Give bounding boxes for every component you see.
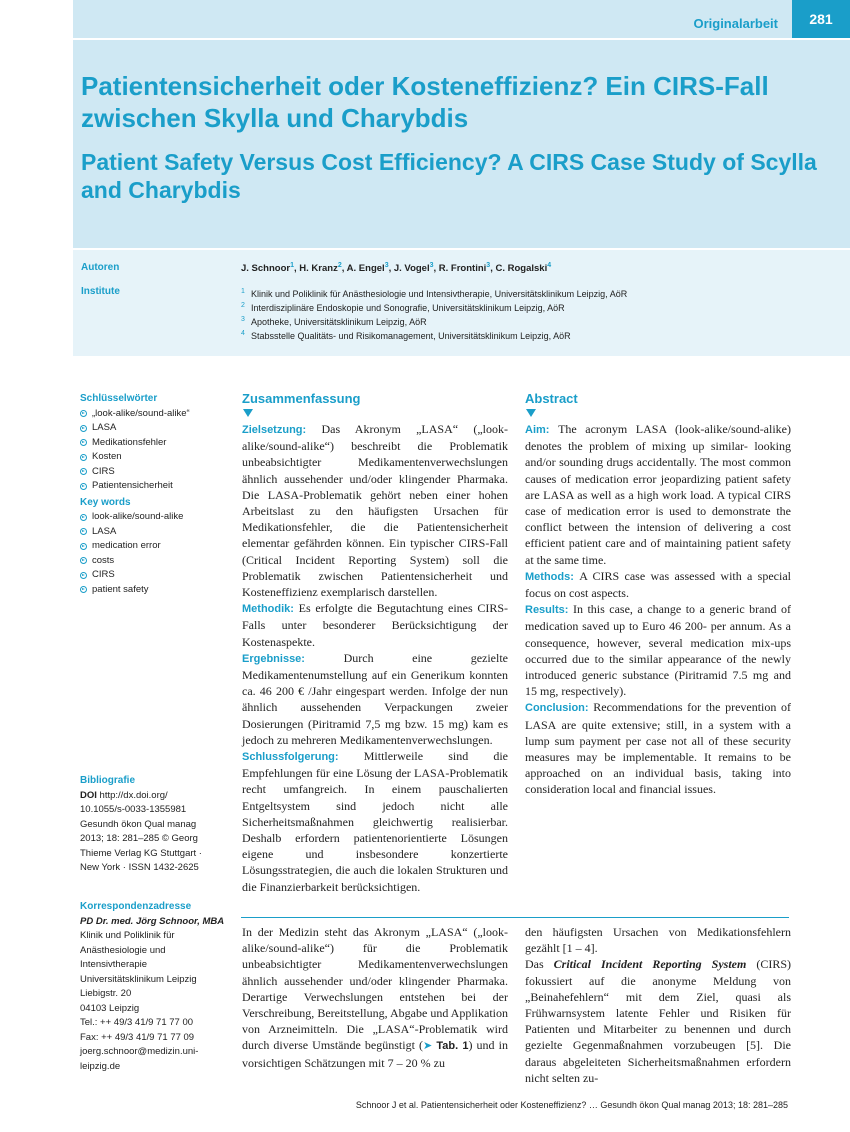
doi-label: DOI: [80, 789, 100, 801]
body-text: In der Medizin steht das Akronym „LASA“ („look-alike/sound-alike“) für die Problematik unbeabsichtigter Medikamentenverwechslungen ähnlich aussehender und/oder klingender Pharmaka. Derartige Verwechslungen entstehen bei der Verschreibung, Bereitstellung, Abgabe und Applikation von Arzneimitteln. Die „LASA“-Problematik wird durch diverse Umstände begünstigt (: [242, 925, 508, 1053]
body-column-left: [242, 924, 508, 1071]
keyword-text: patient safety: [92, 583, 149, 595]
institute-number: 3: [241, 316, 245, 323]
author-separator: ,: [490, 263, 496, 275]
institute-list: [241, 286, 627, 342]
keyword-text: look-alike/sound-alike: [92, 511, 184, 522]
abstract-section-text: Recommendations for the prevention of LASA are quite extensive; still, in a system with a lump sum payment per case not all of these security measures may be implementable. It remains to be approached on an individual basis, taking into consideration local and financial issues.: [525, 700, 792, 797]
authors-label: Autoren: [81, 262, 120, 273]
correspondence-line: 04103 Leipzig: [80, 1002, 140, 1014]
page-footer: Schnoor J et al. Patientensicherheit oder Kosteneffizienz? … Gesundh ökon Qual manag 2013; 18: 281–285: [355, 1100, 788, 1110]
institute-number: 2: [241, 302, 245, 309]
abstract-english-heading: Abstract: [525, 391, 578, 406]
keyword-text: medication error: [92, 540, 161, 551]
institute-row: [241, 328, 627, 342]
body-text: (CIRS) fokussiert auf die anonyme Meldung von „Beinahefehlern“ mit dem Ziel, quasi als Frühwarnsystem latente Fehler und Risiken für Patienten und Mitarbeiter zu benennen und durch gezielte Gegenmaßnahmen vorzubeugen [5]. Die daraus abgeleiteten Sicherheitsmaßnahmen erfordern nicht selten zu-: [525, 957, 791, 1085]
correspondence-line: Tel.: ++ 49/3 41/9 71 77 00: [80, 1017, 194, 1028]
keywords-en-list: [80, 510, 230, 597]
keyword-item: [80, 407, 230, 422]
keyword-text: LASA: [92, 422, 117, 433]
correspondence-title: Korrespondenzadresse: [80, 901, 192, 912]
abstract-section: [525, 568, 791, 601]
keyword-text: costs: [92, 554, 115, 566]
correspondence-lines: [80, 929, 230, 1074]
bullet-arrow-icon: [80, 410, 87, 417]
author-separator: ,: [388, 263, 394, 275]
institute-number: 4: [241, 330, 245, 337]
title-band: [73, 0, 850, 248]
abstract-section-label: Methods:: [525, 570, 580, 583]
keywords-de-title: Schlüsselwörter: [80, 393, 158, 404]
abstract-section: [242, 650, 508, 748]
keyword-item: [80, 421, 230, 436]
author-separator: ,: [433, 263, 439, 275]
correspondence-line: Intensivtherapie: [80, 959, 148, 970]
correspondence-line: Liebigstr. 20: [80, 988, 132, 999]
body-text-start: Das: [525, 957, 554, 972]
abstract-section-text: The acronym LASA (look-alike/sound-alike) denotes the problem of mixing up similar- looking and/or sounding drugs accidentally. The most common causes of medication error jeopardizing patient safety are LASA as well as a high work load. A typical CIRS case of medication error is used to demonstrate the conflict between the intension of delivering a cost efficient patient care and of maintaining patient safety at the same time.: [525, 422, 792, 567]
keyword-text: CIRS: [92, 569, 115, 580]
bullet-arrow-icon: [80, 543, 87, 550]
bibliography-lines: [80, 789, 230, 876]
table-ref-arrow-icon[interactable]: ➤: [423, 1040, 437, 1053]
bibliography-title: Bibliografie: [80, 775, 136, 786]
author-affiliation: 4: [547, 262, 552, 269]
keyword-text: Patientensicherheit: [92, 480, 173, 491]
author-affiliation: 3: [429, 262, 434, 269]
keyword-item: [80, 583, 230, 598]
body-column-right: [525, 924, 791, 1086]
correspondence-name: PD Dr. med. Jörg Schnoor, MBA: [80, 915, 225, 927]
abstract-german-heading: Zusammenfassung: [242, 391, 361, 406]
abstract-section: [525, 601, 791, 699]
bibliography-line: Thieme Verlag KG Stuttgart ·: [80, 847, 202, 859]
bullet-arrow-icon: [80, 483, 87, 490]
abstract-section-text: Es erfolgte die Begutachtung eines CIRS-Falls unter besonderer Berücksichtigung der Kostenaspekte.: [242, 601, 508, 649]
institute-text: Klinik und Poliklinik für Anästhesiologie und Intensivtherapie, Universitätsklinikum Leipzig, AöR: [251, 289, 628, 299]
keyword-item: [80, 510, 230, 525]
bullet-arrow-icon: [80, 439, 87, 446]
keyword-text: Kosten: [92, 451, 122, 462]
bullet-arrow-icon: [80, 557, 87, 564]
keyword-text: Medikationsfehler: [92, 436, 167, 448]
body-divider: [241, 917, 789, 918]
abstract-section-text: A CIRS case was assessed with a special focus on cost aspects.: [525, 568, 791, 601]
author-name: R. Frontini: [438, 263, 487, 275]
bibliography-line: 10.1055/s-0033-1355981: [80, 804, 187, 815]
author-band: [73, 248, 850, 356]
keyword-item: [80, 554, 230, 569]
abstract-section: [242, 748, 508, 895]
correspondence-line: joerg.schnoor@medizin.uni-: [80, 1046, 199, 1057]
institute-row: [241, 314, 627, 328]
keyword-item: [80, 479, 230, 494]
abstract-section-text: In this case, a change to a generic brand of medication saved up to Euro 46 200- per annum. As a consequence, however, several medication mix-ups occurred due to the similar appearance of the newly introduced generic substance (Piritramid 7.5 mg and 15 mg, respectively).: [525, 602, 791, 699]
bullet-arrow-icon: [80, 572, 87, 579]
cirs-term: Critical Incident Reporting System: [553, 957, 747, 972]
institute-text: Apotheke, Universitätsklinikum Leipzig, AöR: [251, 317, 427, 327]
abstract-section: [525, 699, 791, 797]
abstract-section: [242, 600, 508, 650]
abstract-section-label: Results:: [525, 604, 573, 617]
header-separator: [73, 38, 850, 40]
author-list: [241, 262, 551, 274]
page-number: 281: [792, 0, 850, 38]
correspondence-line: Anästhesiologie und: [80, 944, 166, 956]
abstract-english-body: [525, 421, 791, 798]
abstract-english: [525, 390, 791, 798]
abstract-section-text: Das Akronym „LASA“ („look-alike/sound-alike“) beschreibt die Problematik unbeabsichtigter Medikamentenverwechslungen ähnlich aussehender und/oder klingender Pharmaka. Die LASA-Problematik gehört neben einer hohen Arbeitslast zu den häufigsten Ursachen für Medikationsfehler, die die Patientensicherheit elementar gefährden können. Ein typischer CIRS-Fall (Critical Incident Reporting System) soll die Problematik zwischen Patientensicherheit und Kosteneffizienz exemplarisch darstellen.: [242, 422, 508, 600]
abstract-section-label: Aim:: [525, 424, 559, 436]
correspondence-line: Klinik und Poliklinik für: [80, 930, 175, 941]
author-affiliation: 3: [384, 262, 389, 269]
bibliography-line: [80, 789, 230, 804]
correspondence-line: Fax: ++ 49/3 41/9 71 77 09: [80, 1031, 195, 1043]
institute-row: [241, 300, 627, 314]
body-paragraph: [242, 924, 508, 1071]
keyword-item: [80, 539, 230, 554]
body-text-end: ) und in vorsichtigen Schätzungen mit 7 – 20 % zu: [242, 1038, 508, 1070]
keyword-text: LASA: [92, 525, 117, 537]
institute-row: [241, 286, 627, 300]
bullet-arrow-icon: [80, 528, 87, 535]
keyword-text: „look-alike/sound-alike“: [92, 407, 190, 419]
bibliography-line: New York · ISSN 1432-2625: [80, 862, 199, 873]
author-separator: ,: [294, 263, 300, 275]
keyword-text: CIRS: [92, 465, 115, 477]
sidebar: [80, 392, 230, 1072]
section-label: Originalarbeit: [693, 16, 778, 31]
abstract-german-body: [242, 421, 508, 895]
keyword-item: [80, 465, 230, 480]
institute-text: Stabsstelle Qualitäts- und Risikomanagement, Universitätsklinikum Leipzig, AöR: [251, 331, 571, 341]
keyword-item: [80, 568, 230, 583]
bullet-arrow-icon: [80, 514, 87, 521]
abstract-section-label: Ergebnisse:: [242, 652, 344, 665]
author-affiliation: 1: [290, 262, 294, 269]
author-name: J. Schnoor: [241, 263, 291, 275]
body-paragraph-2: [525, 956, 791, 1086]
correspondence-line: leipzig.de: [80, 1060, 121, 1072]
author-band-separator: [73, 248, 850, 250]
abstract-section-label: Schlussfolgerung:: [242, 751, 364, 764]
bibliography-line: Gesundh ökon Qual manag: [80, 818, 197, 830]
institute-text: Interdisziplinäre Endoskopie und Sonografie, Universitätsklinikum Leipzig, AöR: [251, 303, 565, 313]
institute-number: 1: [241, 288, 245, 295]
abstract-section-label: Methodik:: [242, 603, 299, 616]
abstract-section-text: Durch eine gezielte Medikamentenumstellung auf ein Generikum konnten ca. 46 200 € /Jahr eingespart werden. Infolge der nun ähnlich aussehenden Verpackungen zweier Dosierungen (Piritramid 7,5 mg bzw. 15 mg) kam es jedoch zu mehreren Medikamentenverwechslungen.: [242, 650, 508, 747]
correspondence-block: [80, 900, 230, 1074]
article-title-german: Patientensicherheit oder Kosteneffizienz? Ein CIRS-Fall zwischen Skylla und Charybdis: [81, 71, 769, 133]
author-name: J. Vogel: [393, 263, 430, 275]
bullet-arrow-icon: [80, 468, 87, 475]
bullet-arrow-icon: [80, 586, 87, 593]
triangle-down-icon: [526, 409, 536, 417]
keywords-de-list: [80, 407, 230, 494]
abstract-section-text: Mittlerweile sind die Empfehlungen für eine Lösung der LASA-Problematik recht umfangreich. In einem pauschalierten Entgeltsystem sind jedoch nicht alle Sicherheitsmaßnahmen gleichwertig realisierbar. Deshalb erfordern patientenorientierte Lösungen eigene und insbesondere konzertierte Lösungsstrategien, die auch die lokalen Strukturen und die Finanzierbarkeit berücksichtigen.: [242, 749, 508, 894]
doi-link: http://dx.doi.org/: [99, 789, 168, 801]
keyword-item: [80, 436, 230, 451]
body-paragraph-1: den häufigsten Ursachen von Medikationsfehlern gezählt [1 – 4].: [525, 925, 791, 956]
abstract-section-label: Zielsetzung:: [242, 424, 322, 436]
bullet-arrow-icon: [80, 454, 87, 461]
abstract-section-label: Conclusion:: [525, 702, 594, 715]
article-title-english: Patient Safety Versus Cost Efficiency? A CIRS Case Study of Scylla and Charybdis: [81, 149, 817, 203]
author-name: H. Kranz: [299, 263, 338, 275]
keyword-item: [80, 450, 230, 465]
correspondence-line: Universitätsklinikum Leipzig: [80, 973, 197, 985]
triangle-down-icon: [243, 409, 253, 417]
author-affiliation: 3: [486, 262, 491, 269]
abstract-section: [242, 421, 508, 600]
author-name: A. Engel: [346, 263, 385, 275]
abstract-german: [242, 390, 508, 895]
author-name: C. Rogalski: [495, 263, 548, 275]
abstract-section: [525, 421, 791, 568]
table-reference-link[interactable]: Tab. 1: [436, 1040, 469, 1053]
author-affiliation: 2: [337, 262, 342, 269]
keywords-en-title: Key words: [80, 496, 131, 508]
bullet-arrow-icon: [80, 425, 87, 432]
keyword-item: [80, 525, 230, 540]
institutes-label: Institute: [81, 286, 120, 297]
author-separator: ,: [341, 263, 347, 275]
bibliography-line: 2013; 18: 281–285 © Georg: [80, 833, 198, 844]
bibliography-block: [80, 774, 230, 876]
